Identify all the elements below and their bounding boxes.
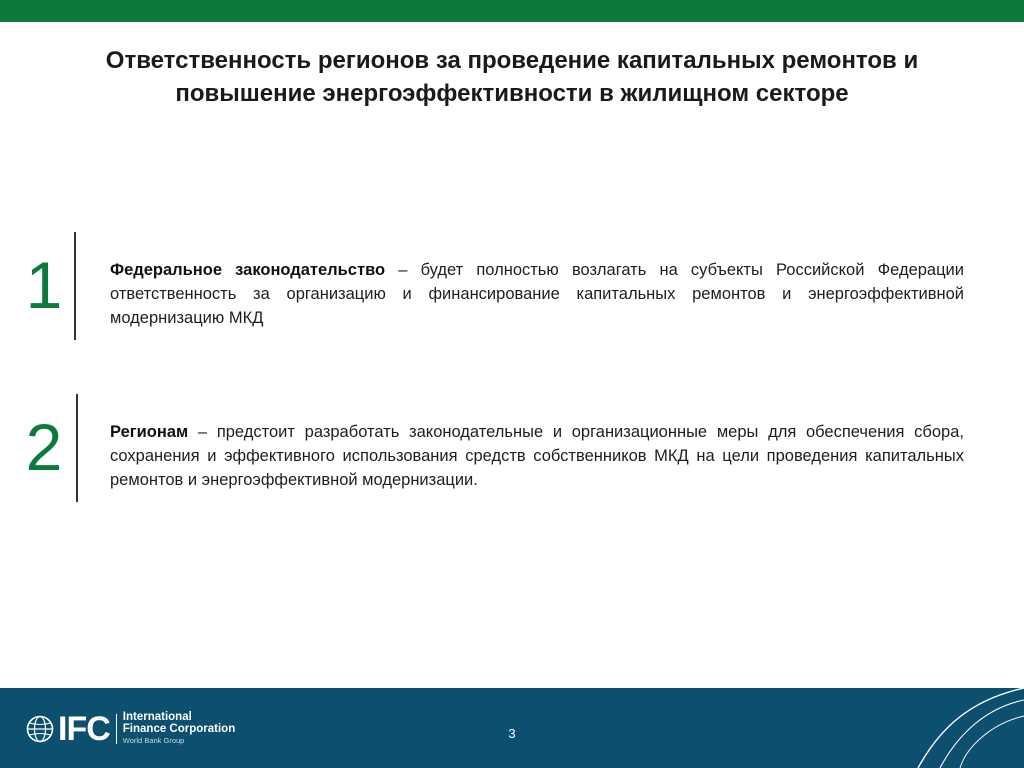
ifc-wordmark: IFC (58, 710, 110, 748)
slide-title: Ответственность регионов за проведение капитальных ремонтов и повышение энергоэффективности в жилищном секторе (105, 47, 919, 107)
org-line-1: International (122, 711, 192, 723)
item-text (110, 258, 964, 330)
globe-icon (26, 715, 54, 743)
org-name (123, 711, 235, 747)
decorative-swoosh (900, 688, 1024, 768)
footer-bar (0, 688, 1024, 768)
ifc-logo (26, 712, 235, 746)
item-bold-lead: Федеральное законодательство (110, 261, 386, 279)
list-item (0, 232, 1024, 340)
item-number: 1 (25, 248, 63, 322)
item-number: 2 (25, 410, 63, 484)
item-body: – предстоит разработать законодательные и организационные меры для обеспечения сбора, сохранения и эффективного использования средств собственников МКД на цели проведения капитальных ремонтов и энергоэффективной модернизации. (110, 423, 964, 489)
logo-separator (116, 714, 117, 744)
list-item (0, 394, 1024, 502)
item-bold-lead: Регионам (110, 423, 189, 441)
page-number: 3 (508, 726, 516, 741)
vertical-divider (74, 232, 76, 340)
org-line-2: Finance Corporation (122, 723, 236, 735)
item-body: – будет полностью возлагать на субъекты Российской Федерации ответственность за организацию и финансирование капитальных ремонтов и энергоэффективной модернизацию МКД (110, 261, 964, 327)
vertical-divider (76, 394, 78, 502)
top-accent-bar (0, 0, 1024, 22)
item-text (110, 420, 964, 492)
org-line-3: World Bank Group (122, 736, 185, 745)
